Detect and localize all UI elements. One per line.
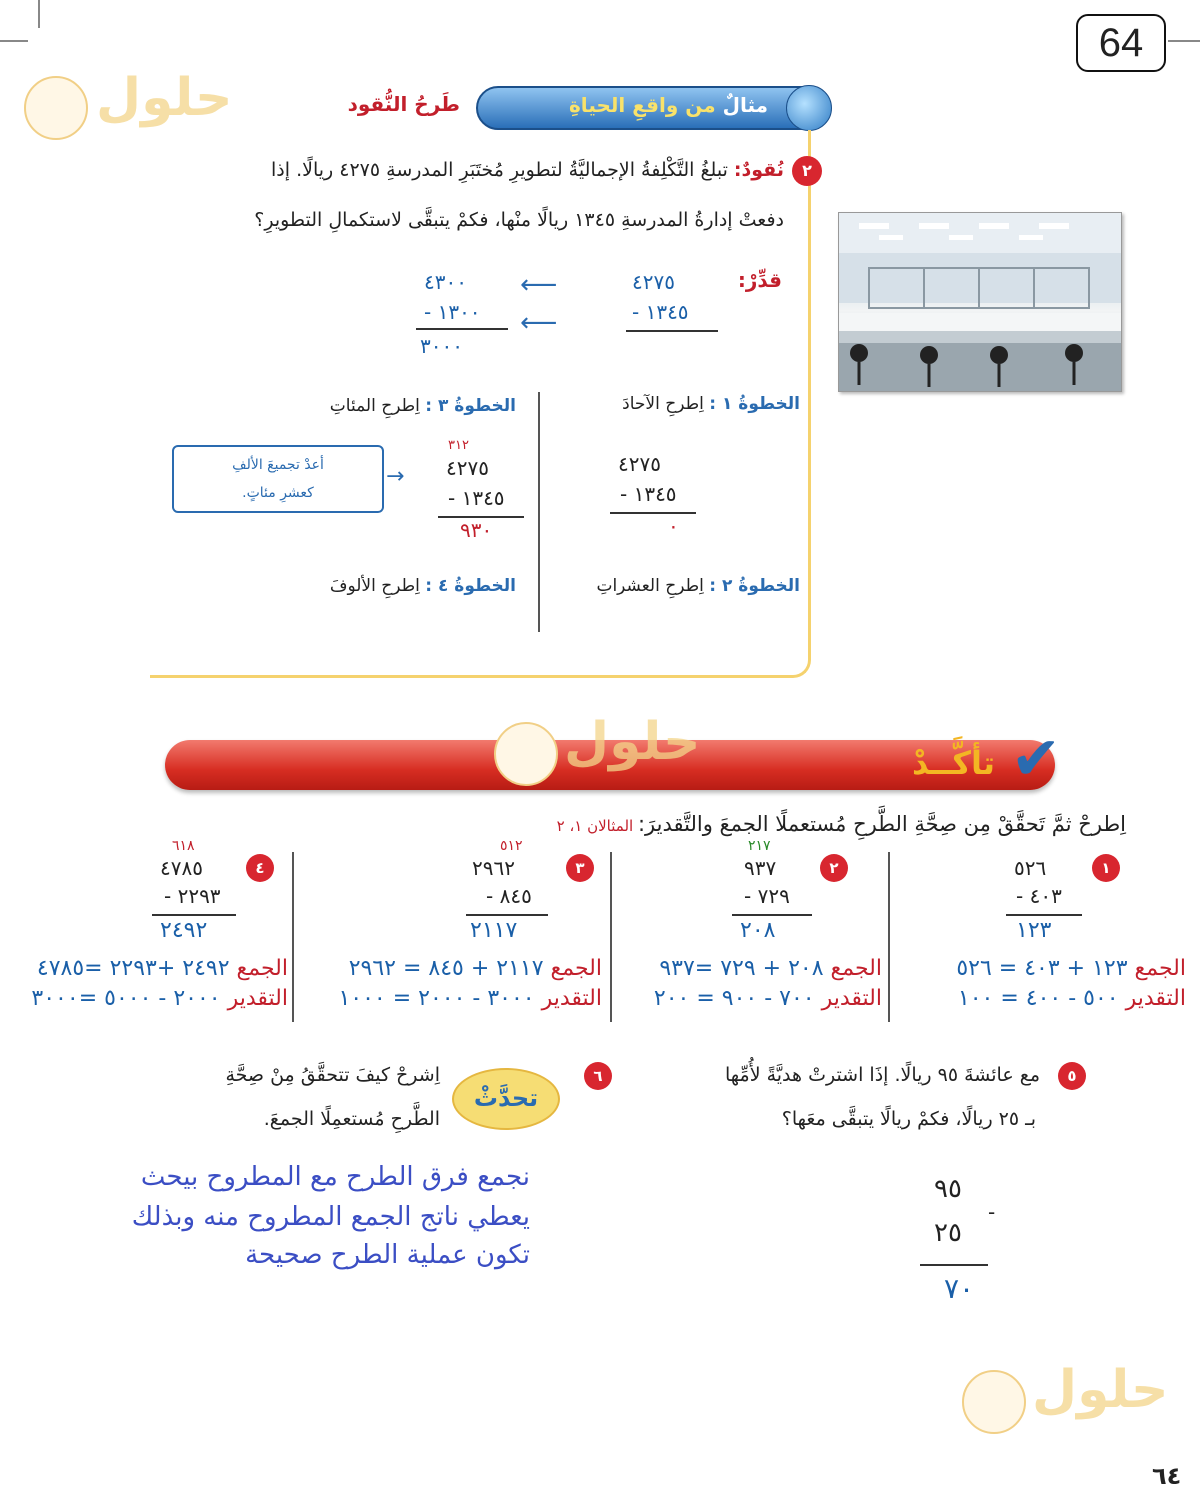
exercise-2-top: ٩٣٧ [744, 856, 777, 880]
estimate-right-bottom: ١٣٠٠ - [424, 300, 481, 324]
step-2-label: الخطوةُ ٢ : [709, 576, 800, 596]
exercise-1-result: ١٢٣ [1016, 918, 1052, 943]
step-3-top: ٤٢٧٥ [446, 456, 489, 480]
exercise-4-regroup: ٦١٨ [172, 838, 195, 854]
exercise-1-badge: ١ [1092, 854, 1120, 882]
exercise-2-est: ٧٠٠ - ٩٠٠ = ٢٠٠ [653, 986, 822, 1011]
exercise-1-est: ٥٠٠ - ٤٠٠ = ١٠٠ [957, 986, 1126, 1011]
step-3-title [290, 396, 516, 416]
crop-mark-left [0, 40, 28, 42]
exercise-4-top: ٤٧٨٥ [160, 856, 203, 880]
exercise-6-answer-2: يعطي ناتج الجمع المطروح منه وبذلك [131, 1202, 530, 1232]
exercise-3-est: ٣٠٠٠ - ٢٠٠٠ = ١٠٠٠ [338, 986, 542, 1011]
problem-keyword: نُقودٌ: [733, 159, 784, 181]
step-2-text: اِطرحِ العشراتِ [596, 576, 710, 596]
step-1-text: اِطرحِ الآحادَ [622, 394, 710, 414]
watermark-logo-middle [494, 712, 704, 782]
exercise-3-result: ٢١١٧ [470, 918, 518, 943]
exercise-3-bottom: ٨٤٥ - [486, 884, 532, 908]
checkmark-icon: ✔ [1010, 724, 1061, 794]
logo-emblem-icon [24, 76, 88, 140]
exercise-4-sum: ٢٤٩٢ +٢٢٩٣ =٤٧٨٥ [36, 956, 237, 981]
banner-title [569, 93, 768, 117]
step-1-title [560, 394, 800, 414]
step-4-label: الخطوةُ ٤ : [425, 576, 516, 596]
page-number-box: 64 [1076, 14, 1166, 72]
exercise-3-badge: ٣ [566, 854, 594, 882]
logo-text: حلول [564, 712, 701, 772]
lab-illustration [839, 213, 1121, 391]
exercise-2-regroup: ٢١٧ [748, 838, 771, 854]
exercise-1-estimate-check [894, 986, 1186, 1011]
estimate-right-result: ٣٠٠٠ [420, 334, 463, 358]
estimate-left-rule [626, 330, 718, 332]
instruction-ref: المثالان ١، ٢ [556, 817, 638, 835]
problem-line-1 [160, 155, 784, 185]
exercise-2-estimate-check [614, 986, 882, 1011]
step-4-title [290, 576, 516, 596]
exercise-2-est-label: التقدير [821, 986, 882, 1011]
estimate-right-rule [416, 328, 508, 330]
school-lab-photo [838, 212, 1122, 392]
step-3-regroup: ٣١٢ [448, 438, 469, 453]
crop-mark-top [38, 0, 40, 28]
exercise-5-minus: - [988, 1200, 996, 1224]
step-2-title [560, 576, 800, 596]
watermark-logo-bottom [962, 1362, 1172, 1436]
banner-title-part2: من واقعِ الحياةِ [569, 93, 716, 117]
crop-mark-right [1168, 40, 1200, 42]
step-4-text: اِطرحِ الألوفَ [329, 576, 426, 596]
exercise-2-sum-label: الجمع [830, 956, 882, 981]
exercise-4-rule [152, 914, 236, 916]
exercise-6-answer-1: نجمع فرق الطرح مع المطروح بيحث [140, 1162, 530, 1192]
exercise-2-sum-check [614, 956, 882, 981]
lesson-topic: طَرحُ النُّقود [347, 92, 460, 116]
exercise-1-bottom: ٤٠٣ - [1016, 884, 1062, 908]
problem-number-badge: ٢ [792, 156, 822, 186]
exercise-divider-2 [610, 852, 612, 1022]
step-3-text: اِطرحِ المئاتِ [329, 396, 426, 416]
step-1-bottom: ١٣٤٥ - [620, 482, 677, 506]
exercise-1-est-label: التقدير [1125, 986, 1186, 1011]
exercise-3-sum-label: الجمع [550, 956, 602, 981]
arrow-left-icon: ⟵ [520, 270, 558, 300]
exercise-1-sum-label: الجمع [1134, 956, 1186, 981]
exercise-1-rule [1006, 914, 1082, 916]
exercise-2-badge: ٢ [820, 854, 848, 882]
talk-about-badge: تحدَّثْ [452, 1068, 560, 1130]
steps-divider [538, 392, 540, 632]
exercise-3-regroup: ٥١٢ [500, 838, 523, 854]
regroup-note-box [172, 445, 384, 513]
exercise-2-sum: ٢٠٨ + ٧٢٩ =٩٣٧ [659, 956, 831, 981]
exercise-2-result: ٢٠٨ [740, 918, 776, 943]
exercise-instruction [300, 812, 1126, 836]
exercise-divider-3 [292, 852, 294, 1022]
note-line-2: كعشرِ مئاتٍ. [242, 485, 314, 501]
step-3-label: الخطوةُ ٣ : [425, 396, 516, 416]
exercise-4-est-label: التقدير [227, 986, 288, 1011]
logo-emblem-icon [962, 1370, 1026, 1434]
exercise-6-badge: ٦ [584, 1062, 612, 1090]
estimate-left-bottom: ١٣٤٥ - [632, 300, 689, 324]
logo-text: حلول [1032, 1360, 1169, 1420]
estimate-right-top: ٤٣٠٠ [424, 270, 467, 294]
exercise-4-badge: ٤ [246, 854, 274, 882]
step-3-result: ٩٣٠ [460, 518, 493, 542]
exercise-4-est: ٢٠٠٠ - ٥٠٠٠ =٣٠٠٠ [31, 986, 228, 1011]
exercise-6-line-1: اِشرحْ كيفَ تتحقَّقُ مِنْ صِحَّةِ [225, 1064, 440, 1086]
banner-title-part1: مثالٌ [715, 93, 768, 117]
exercise-5-line-1: مع عائشةَ ٩٥ ريالًا. إذَا اشترتْ هديَّةً لأُمِّها [724, 1064, 1040, 1086]
exercise-6-answer-3: تكون عملية الطرح صحيحة [245, 1240, 530, 1270]
exercise-1-sum: ١٢٣ + ٤٠٣ = ٥٢٦ [956, 956, 1135, 981]
logo-emblem-icon [494, 722, 558, 786]
exercise-5-bottom: ٢٥ [934, 1218, 962, 1248]
instruction-text: اِطرحْ ثمَّ تَحقَّقْ مِن صِحَّةِ الطَّرحِ مُستعملًا الجمعَ والتَّقديرَ: [637, 812, 1126, 836]
estimate-label: قدِّرْ: [737, 268, 782, 292]
real-life-example-banner [476, 86, 830, 130]
exercise-5-top: ٩٥ [934, 1174, 962, 1204]
exercise-3-rule [466, 914, 548, 916]
exercise-4-estimate-check [0, 986, 288, 1011]
exercise-5-result: ٧٠ [944, 1272, 975, 1305]
exercise-3-top: ٢٩٦٢ [472, 856, 515, 880]
exercise-3-sum-check [296, 956, 602, 981]
footer-page-number: ٦٤ [1152, 1462, 1182, 1490]
exercise-1-top: ٥٢٦ [1014, 856, 1047, 880]
exercise-4-sum-label: الجمع [236, 956, 288, 981]
check-banner-title: تأكَّــدْ [912, 744, 995, 782]
exercise-3-sum: ٢١١٧ + ٨٤٥ = ٢٩٦٢ [348, 956, 551, 981]
exercise-5-badge: ٥ [1058, 1062, 1086, 1090]
exercise-4-result: ٢٤٩٢ [160, 918, 208, 943]
exercise-6-line-2: الطَّرحِ مُستعمِلًا الجمعَ. [263, 1108, 440, 1130]
exercise-1-sum-check [894, 956, 1186, 981]
problem-line-2: دفعتْ إدارةُ المدرسةِ ١٣٤٥ ريالًا منْها، فكمْ يتبقَّى لاستكمالِ التطويرِ؟ [254, 209, 784, 231]
step-1-result: ٠ [668, 514, 679, 538]
step-1-top: ٤٢٧٥ [618, 452, 661, 476]
exercise-divider-1 [888, 852, 890, 1022]
step-3-bottom: ١٣٤٥ - [448, 486, 505, 510]
exercise-3-estimate-check [296, 986, 602, 1011]
estimate-left-top: ٤٢٧٥ [632, 270, 675, 294]
exercise-5-line-2: بـ ٢٥ ريالًا، فكمْ ريالًا يتبقَّى معَها؟ [781, 1108, 1036, 1130]
exercise-5-rule [920, 1264, 988, 1266]
exercise-2-rule [732, 914, 812, 916]
exercise-2-bottom: ٧٢٩ - [744, 884, 790, 908]
problem-line-1-text: تبلغُ التَّكْلِفةُ الإجماليَّةُ لتطويرِ مُختَبَرِ المدرسةِ ٤٢٧٥ ريالًا. إذا [271, 159, 734, 181]
globe-icon [786, 85, 832, 131]
step-1-label: الخطوةُ ١ : [709, 394, 800, 414]
arrow-left-icon: ⟵ [520, 308, 558, 338]
exercise-4-bottom: ٢٢٩٣ - [164, 884, 221, 908]
exercise-4-sum-check [0, 956, 288, 981]
exercise-3-est-label: التقدير [541, 986, 602, 1011]
note-line-1: أعدْ تجميعَ الألفِ [232, 457, 324, 473]
arrow-right-icon: → [386, 464, 405, 489]
logo-text: حلول [96, 68, 233, 128]
